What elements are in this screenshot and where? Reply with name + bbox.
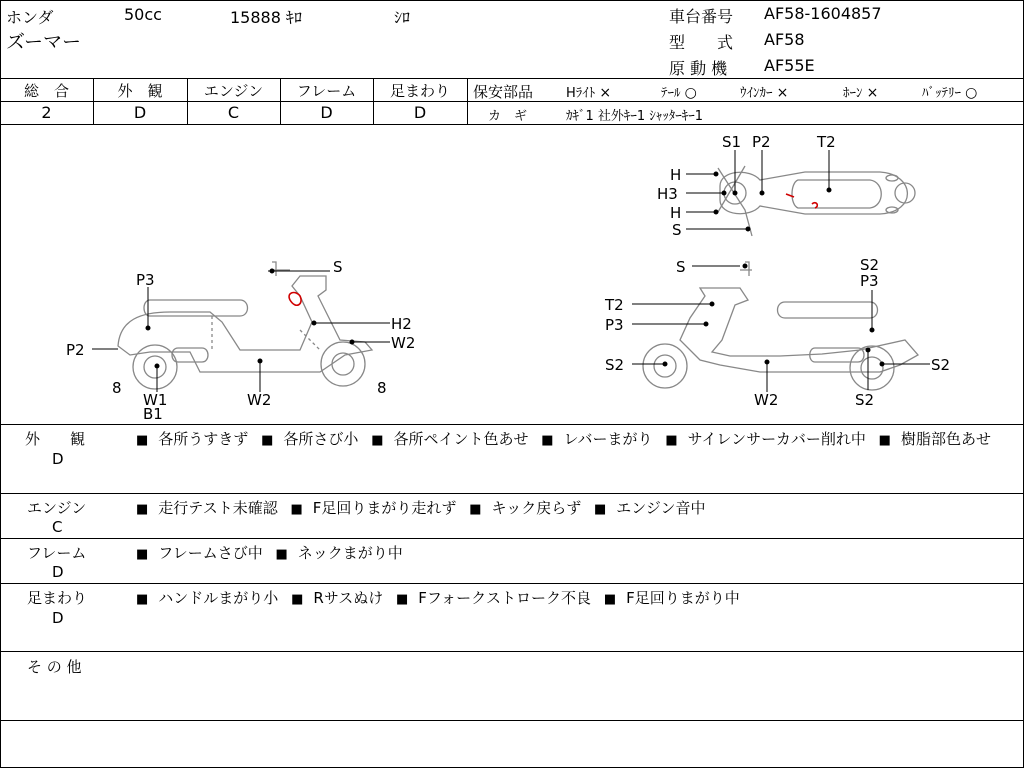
safety-label: 保安部品	[473, 83, 534, 101]
grade-engine-value: C	[227, 103, 240, 122]
damage-mark	[289, 293, 301, 306]
type-value: AF58	[764, 30, 805, 49]
divider	[0, 493, 1024, 494]
safety-item-horn: ﾎｰﾝ ×	[843, 85, 879, 101]
label-8: 8	[112, 379, 122, 397]
list-item: 走行テスト未確認	[158, 499, 278, 517]
list-item: Rサスぬけ	[313, 589, 384, 607]
section-exterior-items: ■ 各所うすきず ■ 各所さび小 ■ 各所ペイント色あせ ■ レバーまがり ■ サイレンサーカバー削れ中 ■ 樹脂部色あせ	[136, 430, 991, 448]
key-value: ｶｷﾞ1 社外ｷｰ1 ｼｬｯﾀｰｷｰ1	[566, 109, 704, 124]
list-item: F足回りまがり走れず	[312, 499, 457, 517]
list-item: サイレンサーカバー削れ中	[687, 430, 866, 448]
scooter-diagram	[0, 124, 1024, 424]
section-suspension-items: ■ ハンドルまがり小 ■ Rサスぬけ ■ Fフォークストローク不良 ■ F足回りまがり中	[136, 589, 740, 607]
label-w1: W1	[143, 391, 168, 409]
right-seat	[778, 302, 878, 318]
list-item: フレームさび中	[158, 544, 263, 562]
label-h3: H3	[657, 185, 678, 203]
section-frame-title: フレーム	[27, 544, 87, 562]
divider	[0, 720, 1024, 721]
label-h: H	[670, 166, 682, 184]
label-p3: P3	[136, 271, 155, 289]
section-frame-items: ■ フレームさび中 ■ ネックまがり中	[136, 544, 403, 562]
label-p2: P2	[752, 133, 771, 151]
section-suspension-title: 足まわり	[27, 589, 88, 607]
frame-no-label: 車台番号	[669, 7, 734, 26]
maker: ホンダ	[6, 8, 54, 27]
label-p3: P3	[605, 316, 624, 334]
label-h2: H2	[391, 315, 412, 333]
divider	[0, 78, 1024, 79]
section-frame-grade: D	[52, 563, 64, 581]
label-s2: S2	[855, 391, 875, 409]
divider	[467, 101, 1024, 102]
section-engine-title: エンジン	[27, 499, 87, 517]
section-exterior-grade: D	[52, 450, 64, 468]
label-t2: T2	[817, 133, 836, 151]
list-item: Fフォークストローク不良	[418, 589, 592, 607]
mileage: 15888 ｷﾛ	[230, 8, 302, 27]
list-item: 各所さび小	[283, 430, 359, 448]
safety-mark: ○	[965, 85, 978, 101]
safety-item-tail: ﾃｰﾙ ○	[661, 85, 697, 101]
section-other-title: そ の 他	[27, 658, 82, 676]
model-name: ズーマー	[6, 31, 82, 53]
divider	[0, 101, 467, 102]
list-item: F足回りまがり中	[626, 589, 740, 607]
safety-mark: ×	[776, 85, 789, 101]
label-s: S	[672, 221, 682, 239]
label-s2: S2	[860, 256, 880, 274]
label-s1: S1	[722, 133, 742, 151]
label-b1: B1	[143, 405, 163, 423]
label-p3: P3	[860, 272, 879, 290]
list-item: ハンドルまがり小	[158, 589, 279, 607]
section-suspension-grade: D	[52, 609, 64, 627]
section-engine-items: ■ 走行テスト未確認 ■ F足回りまがり走れず ■ キック戻らず ■ エンジン音中	[136, 499, 706, 517]
grade-exterior-label: 外 観	[117, 82, 163, 100]
list-item: 樹脂部色あせ	[900, 430, 991, 448]
label-8: 8	[377, 379, 387, 397]
divider	[0, 424, 1024, 425]
label-s2: S2	[605, 356, 625, 374]
safety-item-winker: ｳｲﾝｶｰ ×	[740, 85, 789, 101]
grade-frame-value: D	[320, 103, 333, 122]
color: ｼﾛ	[394, 8, 411, 27]
grade-suspension-label: 足まわり	[389, 82, 450, 100]
engine-value: AF55E	[764, 56, 815, 75]
safety-mark: ×	[599, 85, 612, 101]
damage-mark	[812, 203, 817, 208]
section-exterior-title: 外 観	[25, 430, 86, 448]
label-w2: W2	[247, 391, 272, 409]
list-item: 各所ペイント色あせ	[393, 430, 529, 448]
label-w2: W2	[391, 334, 416, 352]
label-w2: W2	[754, 391, 779, 409]
label-h: H	[670, 204, 682, 222]
grade-exterior-value: D	[133, 103, 147, 122]
list-item: エンジン音中	[616, 499, 706, 517]
section-engine-grade: C	[52, 518, 63, 536]
damage-mark	[786, 194, 794, 197]
safety-mark: ×	[866, 85, 879, 101]
safety-item-headlight: Hﾗｲﾄ ×	[566, 85, 612, 101]
grade-suspension-value: D	[413, 103, 427, 122]
right-rear-wheel	[850, 346, 894, 390]
engine-label: 原 動 機	[669, 59, 728, 78]
divider	[0, 583, 1024, 584]
divider	[0, 538, 1024, 539]
label-s: S	[676, 258, 686, 276]
left-front-wheel	[321, 342, 365, 386]
right-scooter-body	[680, 288, 918, 372]
left-seat	[144, 300, 248, 316]
grade-total-value: 2	[41, 103, 52, 122]
grade-total-label: 総 合	[23, 82, 69, 100]
safety-mark: ○	[684, 85, 697, 101]
divider	[0, 651, 1024, 652]
frame-no: AF58-1604857	[764, 4, 882, 23]
label-s2: S2	[931, 356, 951, 374]
grade-frame-label: フレーム	[296, 82, 357, 100]
type-label: 型 式	[669, 33, 734, 52]
list-item: 各所うすきず	[158, 430, 249, 448]
list-item: ネックまがり中	[297, 544, 403, 562]
safety-item-battery: ﾊﾞｯﾃﾘｰ ○	[922, 85, 978, 101]
displacement: 50cc	[124, 5, 162, 24]
grade-engine-label: エンジン	[203, 82, 264, 100]
list-item: キック戻らず	[491, 499, 582, 517]
label-s: S	[333, 258, 343, 276]
label-t2: T2	[605, 296, 624, 314]
label-p2: P2	[66, 341, 85, 359]
key-label: カ ギ	[488, 109, 528, 124]
list-item: レバーまがり	[563, 430, 653, 448]
